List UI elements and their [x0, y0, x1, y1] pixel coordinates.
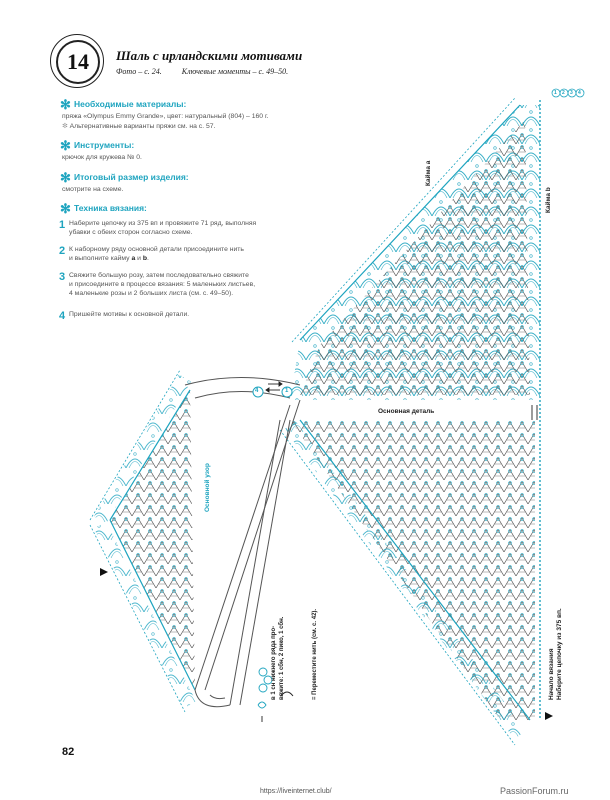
watermark: PassionForum.ru [500, 786, 569, 796]
step-2-prefix: и выполните кайму [69, 255, 132, 262]
step-2-a: a [131, 255, 136, 262]
marker-triangle-icon [100, 568, 108, 576]
footer-url[interactable]: https://liveinternet.club/ [260, 788, 332, 795]
row-marker: 2 [562, 90, 565, 96]
asterisk-icon: ✻ [60, 201, 71, 216]
materials-line-1: пряжа «Olympus Emmy Grande», цвет: натуральный (804) – 160 г. [62, 113, 269, 120]
step-number: 2 [59, 245, 66, 257]
step-number: 3 [59, 271, 66, 283]
start-label-line-2: Наберите цепочку из 375 вп. [556, 608, 563, 700]
kaima-b-label: Кайма b [545, 187, 552, 213]
page-number: 82 [62, 746, 75, 758]
legend-note-1 [270, 617, 286, 700]
step-2-end: . [146, 255, 149, 262]
size-line-1: смотрите на схеме. [62, 186, 124, 193]
technique-heading: Техника вязания: [74, 203, 147, 213]
legend-note-1-line-1: в 1 сн нижнего ряда про- [271, 625, 277, 700]
step-number: 4 [59, 310, 66, 322]
marker-triangle-icon [545, 712, 553, 720]
size-heading: Итоговый размер изделия: [74, 172, 189, 182]
key-points-ref: Ключевые моменты – с. 49–50. [181, 67, 289, 76]
pattern-number-badge: 14 [56, 40, 100, 84]
step-2-line-1: К наборному ряду основной детали присоедините нить [69, 246, 244, 253]
step-3-line-1: Свяжите большую розу, затем последовательно свяжите [69, 272, 249, 279]
asterisk-icon: ✻ [60, 170, 71, 185]
start-label-line-1: Начало вязания [548, 648, 555, 700]
kaima-a-label: Кайма a [425, 160, 432, 186]
legend-note-2: = Переместите нить (см. с. 42). [312, 608, 318, 700]
lower-wing [280, 420, 535, 745]
tools-heading: Инструменты: [74, 140, 135, 150]
step-1-line-2: убавки с обеих сторон согласно схеме. [69, 229, 193, 236]
page-title: Шаль с ирландскими мотивами [116, 48, 303, 63]
step-3-line-3: 4 маленькие розы и 2 больших листа (см. с. 49–50). [69, 290, 234, 297]
materials-heading: Необходимые материалы: [74, 99, 187, 109]
start-label [548, 608, 564, 700]
step-2-b: b [142, 255, 147, 262]
asterisk-icon: ✻ [60, 97, 71, 112]
step-3-line-2: и присоедините в процессе вязания: 5 маленьких листьев, [69, 281, 256, 288]
left-triangle [90, 370, 195, 712]
step-4-line-1: Пришейте мотивы к основной детали. [69, 311, 190, 318]
legend-note-1-line-2: вяжите: 1 сбн, 2 пико, 1 сбн. [279, 616, 285, 700]
materials-line-2: Альтернативные варианты пряжи см. на с. 57. [69, 123, 216, 130]
photo-ref: Фото – с. 24. [116, 67, 162, 76]
main-part-label: Основная деталь [378, 408, 435, 415]
row-marker: 4 [578, 90, 581, 96]
upper-wing [290, 98, 540, 400]
alt-yarn-icon: ✼ [62, 123, 70, 130]
main-pattern-label: Основной узор [204, 463, 211, 512]
marker-1: 1 [285, 388, 289, 394]
tools-line-1: крючок для кружева № 0. [62, 154, 142, 161]
row-marker: 3 [570, 90, 573, 96]
step-number: 1 [59, 219, 66, 231]
step-2-and: и [135, 255, 143, 262]
marker-4: 4 [255, 388, 259, 394]
row-marker: 1 [554, 90, 557, 96]
step-1-line-1: Наберите цепочку из 375 вп и провяжите 71 ряд, выполняя [69, 220, 257, 227]
asterisk-icon: ✻ [60, 138, 71, 153]
